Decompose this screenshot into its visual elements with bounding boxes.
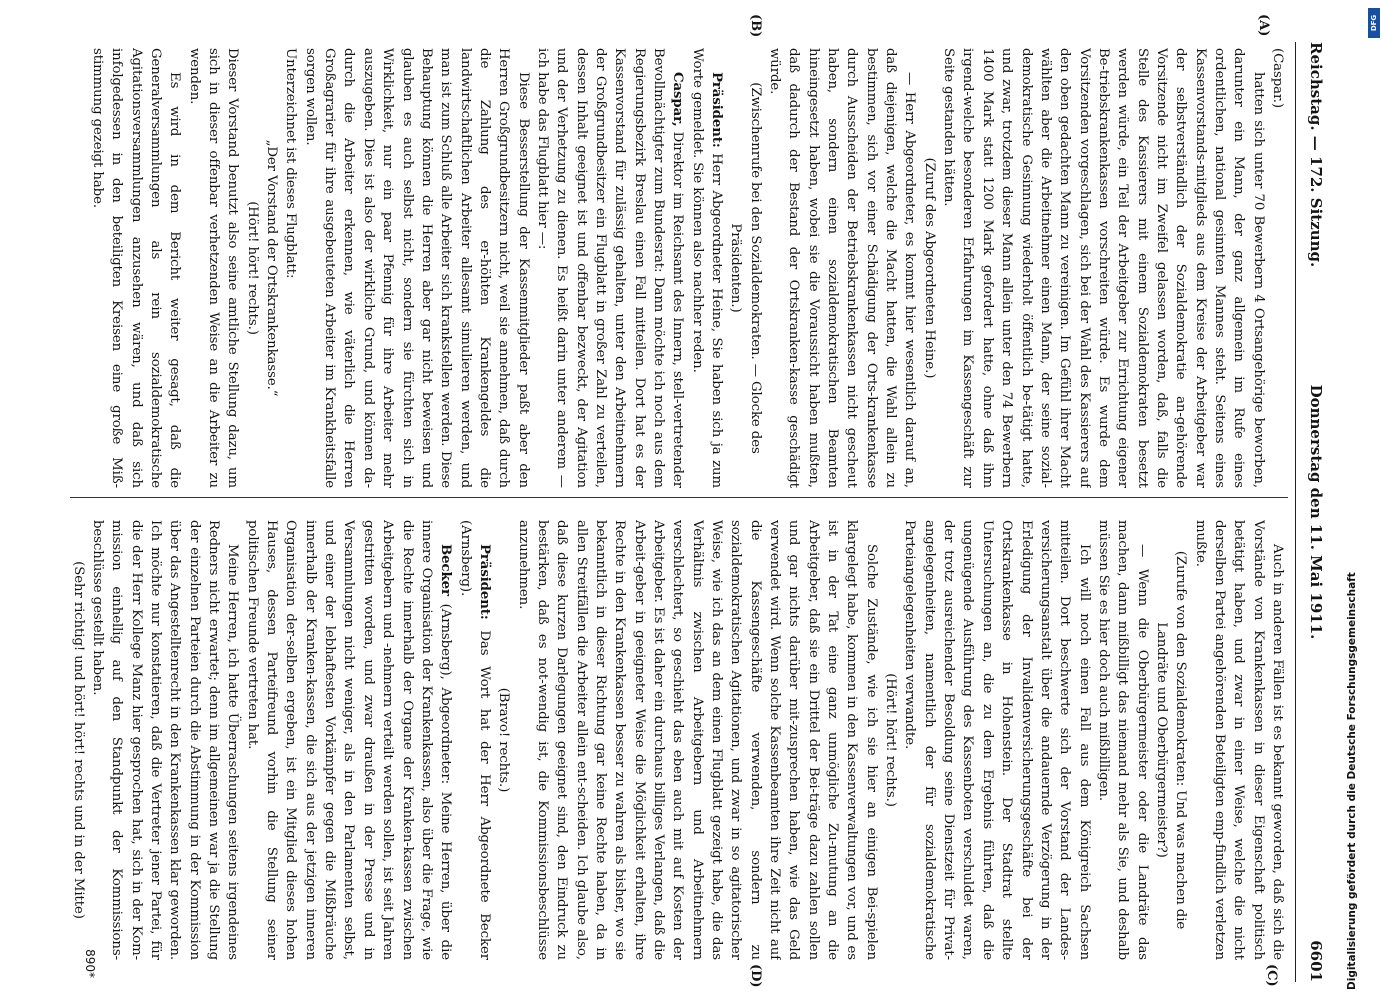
right-column (67, 520, 1287, 960)
president-statement (687, 48, 726, 488)
interjection: (Bravo! rechts.) (496, 687, 512, 793)
page-header (1299, 42, 1325, 982)
header-date: Donnerstag den 11. Mai 1911. (1307, 384, 1325, 640)
statement-text: Direktor im Reichsamt des Innern, stell-vertretender Bevollmächtigter zum Bundesrat: Dann möchte ich noch aus dem Regierungsbezirk Breslau einen Fall mitteilen. Dort hat es der Kassenvorstand für zulässig gehalten, unter den Arbeitnehmern der Großgrundbesitzer ein Flugblatt in großer Zahl zu verteilen, dessen Inhalt geeignet ist und offenbar bezweckt, der Agitation und der Verhetzung zu dienen. Es heißt darin unter anderem — ich habe das Flugblatt hier —: (534, 48, 686, 488)
speaker-label: Präsident: (709, 72, 725, 148)
speaker-label: Caspar, (670, 72, 686, 127)
speaker-label: Becker (438, 544, 454, 596)
header-rule (1295, 42, 1296, 982)
interjection: (Sehr richtig! und hört! hört! rechts und in der Mitte) (70, 561, 86, 919)
margin-marker-a: (A) (1256, 14, 1271, 37)
becker-statement (242, 520, 455, 960)
flyer-quote: Diese Besserstellung der Kassenmitglieder paßt aber den Herren Großgrundbesitzern nicht, weil sie annehmen, daß durch die Zahlung des er-höhten Krankengeldes die landwirtschaftlichen Arbeiter allesamt simulieren werden, und man ist zum Schluß alle Arbeiter sich krankstellen werden. Diese Behauptung können die Herren aber gar nicht beweisen und glauben es auch selbst nicht, sondern sie fürchten sich in Wirklichkeit, nur ein paar Pfennig für ihre Arbeiter mehr auszugeben. Dies ist also der wirkliche Grund, und können da-durch die Arbeiter erkennen, wie väterlich die Herren Großagrarier für ihre ausgebeuteten Arbeiter im Krankheitsfalle sorgen wollen. (302, 48, 531, 488)
statement-text: (Arnsberg), Abgeordneter: Meine Herren, über die innere Organisation der Krankenkassen, also über die Frage, wie die Rechte innerhalb der Organe der Kranken-kassen zwischen Arbeitgebern und -nehmern verteilt werden sollen, ist seit Jahren gestritten worden, und zwar draußen in der Presse und in Versammlungen nicht weniger, als in den Parlamenten selbst, und einer der lebhaftesten Vorkämpfer gegen die Mißbräuche innerhalb der Kranken-kassen, die sich aus der jetzigen inneren Organisation der-selben ergeben, ist ein Mitglied dieses hohen Hauses, dessen Parteifreund vorhin die Stellung seiner politischen Freunde vertreten hat. (244, 520, 454, 960)
interjection: (Zwischenrufe bei den Sozialdemokraten. — Glocke des Präsidenten.) (728, 82, 763, 454)
flyer-signature: „Der Vorstand der Ortskrankenkasse.“ (264, 139, 280, 397)
digitization-note: Digitalisierung gefördert durch die Deutsche Forschungsgemeinschaft (1346, 572, 1358, 990)
interjection: (Zuruf des Abgeordneten Heine.) (921, 157, 937, 379)
speaker-ref: (Caspar.) (1270, 48, 1285, 108)
statement-text: Das Wort hat der Herr Abgeordnete Becker (Arnsberg). (457, 520, 492, 960)
paragraph: — Wenn die Oberbürgermeister oder die Landräte das machen, dann mißbilligt das niemand mehr als Sie, und deshalb müssen Sie es hier doch auch mißbilligen. (1095, 520, 1150, 960)
paragraph: Solche Zustände, wie ich sie hier an einigen Bei-spielen klargelegt habe, kommen in den Kassenverwaltungen vor, und es ist in der Tat eine ganz unmögliche Zu-mutung an die Arbeitgeber, daß sie ein Drittel der Bei-träge dazu zahlen sollen und gar nichts darüber mit-zusprechen haben, wie das Geld verwendet wird. Wenn solche Kassenbeamten ihre Zeit nicht auf die Kassengeschäfte verwenden, sondern zu sozialdemokratischen Agitationen, und zwar in so agitatorischer Weise, wie ich das an dem einen Flugblatt gezeigt habe, die das Verhältnis zwischen Arbeitgebern und Arbeitnehmern verschlechtert, so geschieht das eben auch mit auf Kosten der Arbeitgeber. Es ist daher ein durchaus billiges Verlangen, daß die Arbeit-geber in geeigneter Weise die Möglichkeit erhalten, ihre Rechte in den Krankenkassen besser zu wahren als bisher, wo sie bekanntlich in dieser Richtung gar keine Rechte haben, da in allen Streitfällen die Arbeiter allein ent-scheiden. Ich glaube also, daß diese kurzen Darlegungen geeignet sind, den Eindruck zu bestärken, daß es not-wendig ist, die Kommissionsbeschlüsse anzunehmen. (515, 520, 879, 960)
paragraph: Dieser Vorstand benutzt also seine amtliche Stellung dazu, um sich in dieser offenbar verhetzenden Weise an die Arbeiter zu wenden. (186, 48, 241, 488)
paragraph: Unterzeichnet ist dieses Flugblatt: (283, 48, 299, 279)
paragraph: Meine Herren, ich hatte Überraschungen seitens irgendeines Redners nicht erwartet; denn im allgemeinen war ja die Stellung der einzelnen Parteien durch die Abstimmung in der Kommission über das Angestelltenrecht in den Krankenkassen klar geworden. Ich möchte nur konstatieren, daß die Vertreter jener Partei, für die der Herr Kollege Manz hier gesprochen hat, sich in der Kom-mission einhellig auf den Standpunkt der Kommissions-beschlüsse gestellt haben. (90, 520, 241, 960)
margin-marker-b: (B) (748, 14, 763, 38)
dfg-logo-icon: DFG (1368, 8, 1380, 38)
header-left: Reichstag. — 172. Sitzung. (1307, 42, 1325, 268)
paragraph: hatten sich unter 70 Bewerbern 4 Ortsangehörige beworben, darunter ein Mann, der ganz allgemein im Rufe eines ordentlichen, national gesinnten Mannes steht. Seitens eines Kassenvorstands-mitglieds aus dem Kreise der Arbeitgeber war der selbstverständlich der Sozialdemokratie an-gehörende Vorsitzende nicht im Zweifel gelassen worden, daß, falls die Stelle des Kassierers mit einem Sozialdemokraten besetzt werden würde, ein Teil der Arbeitgeber zur Errichtung eigener Be-triebskrankenkassen vorschreiten würde. Es wurde dem Vorsitzenden vorgeschlagen, sich bei der Wahl des Kassierers auf den oben gedachten Mann zu vereinigen. Im Gefühl ihrer Macht wählten aber die Arbeitnehmer einen Mann, der seine sozial-demokratische Gesinnung wiederholt öffentlich be-tätigt hatte, und zwar, trotzdem dieser Mann allein unter den 74 Bewerbern 1400 Mark statt 1200 Mark gefordert hatte, ohne daß ihm irgend-welche besonderen Erfahrungen im Kassengeschäft zur Seite gestanden hätten. (941, 48, 1266, 488)
margin-marker-d: (D) (748, 964, 763, 988)
column-divider (70, 497, 1288, 498)
page-code: 890* (83, 949, 97, 978)
margin-marker-c: (C) (1264, 964, 1279, 987)
left-column (67, 48, 1287, 488)
president-statement (455, 520, 494, 960)
paragraph: Auch in anderen Fällen ist es bekannt geworden, daß sich die Vorstände von Krankenkassen in dieser Eigenschaft politisch betätigt haben, und zwar in einer Weise, welche die nicht derselben Partei angehörenden Beteiligten emp-findlich verletzen mußte. (1192, 520, 1285, 960)
paragraph: Es wird in dem Bericht weiter gesagt, daß die Generalversammlungen als rein sozialdemokratische Agitationsversammlungen anzusehen wären, und daß sich infolgedessen in den beteiligten Kreisen eine große Miß-stimmung gezeigt habe. (90, 48, 183, 488)
statement-text: Herr Abgeordneter Heine, Sie haben sich ja zum Worte gemeldet. Sie können also nachher reden. (689, 48, 725, 488)
interjection: (Zurufe von den Sozialdemokraten: Und was machen die Landräte und Oberbürgermeister?) (1153, 550, 1189, 930)
paragraph: Ich will noch einen Fall aus dem Königreich Sachsen mitteilen. Dort beschwerte sich der Vorstand der Landes-versicherungsanstalt über die andauernde Verzögerung in der Erledigung der Invalidenversicherungsgeschäfte bei der Ortskrankenkasse in Hohenstein. Der Stadtrat stellte Untersuchungen an, die zu dem Ergebnis führten, daß die ungenügende Ausführung des Kassenboten verschuldet waren, der trotz ausreichender Besoldung seine Dienstzeit für Privat-angelegenheiten, namentlich der für sozialdemokratische Parteiangelegenheiten verwandte. (902, 520, 1092, 960)
page-number: 6601 (1307, 940, 1325, 982)
paragraph: — Herr Abgeordneter, es kommt hier wesentlich darauf an, daß diejenigen, welche die Macht hatten, die Wahl allein zu bestimmen, sich vor einer Schädigung der Orts-krankenkasse durch Ausscheiden der Betriebskrankenkassen nicht gescheut haben, sondern einen sozialdemokratischen Beamten hineingesetzt haben, wobei sie die Voraussicht haben mußten, daß dadurch der Bestand der Ortskranken-kasse geschädigt würde. (767, 48, 918, 488)
interjection: (Hört! hört! rechts.) (883, 673, 899, 807)
speaker-label: Präsident: (476, 544, 492, 620)
caspar-statement (533, 48, 688, 488)
interjection: (Hört! hört! rechts.) (244, 201, 260, 335)
